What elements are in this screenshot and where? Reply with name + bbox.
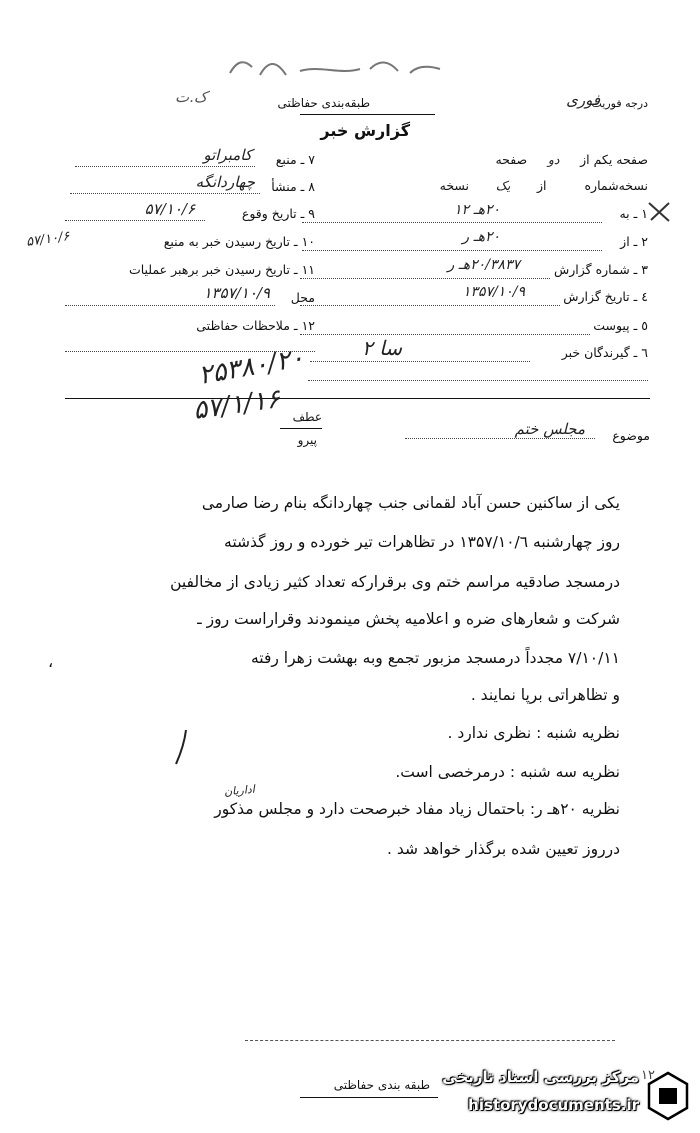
field-report-number-label: ۳ ـ شماره گزارش bbox=[553, 262, 648, 277]
stamp-scrawl: سا ۲ bbox=[362, 336, 402, 360]
opinion-line: درروز تعیین شده برگذار خواهد شد . bbox=[386, 840, 620, 858]
watermark bbox=[410, 1062, 695, 1128]
archive-logo-icon bbox=[645, 1070, 691, 1122]
classification-top: طبقه‌بندی حفاظتی bbox=[277, 96, 370, 110]
watermark-url: historydocuments.ir bbox=[468, 1096, 639, 1114]
subject-value: مجلس ختم bbox=[514, 420, 585, 438]
stamp-number-1: ۲۵۳۸۰/۲۰ bbox=[196, 342, 307, 392]
page-number: ۱۲ bbox=[641, 1068, 655, 1083]
opinion-line: نظریه ۲۰هـ ر: باحتمال زیاد مفاد خبرصحت دارد و مجلس مذکور bbox=[214, 800, 620, 818]
field-from-value: ۲۰هـ ر bbox=[462, 229, 500, 245]
field-report-date-label: ٤ ـ تاریخ گزارش bbox=[563, 289, 648, 304]
degree-value: فوری bbox=[566, 91, 600, 109]
field-copy-value: یک bbox=[495, 178, 511, 193]
field-page-suffix: صفحه bbox=[495, 152, 528, 167]
field-occurrence-date-label: ۹ ـ تاریخ وقوع bbox=[241, 206, 315, 221]
field-location-value: ۱۳۵۷/۱۰/۹ bbox=[203, 284, 270, 302]
footer-dashed-line bbox=[245, 1040, 615, 1041]
field-report-number-value: ۲۰/۳۸۳۷هـ ر bbox=[447, 257, 520, 273]
degree-label: درجه فوریت bbox=[591, 97, 648, 110]
field-copy-label: نسخه‌شماره bbox=[584, 178, 648, 193]
page-title: گزارش خبر bbox=[320, 121, 410, 140]
field-location-label: محل bbox=[290, 290, 315, 305]
x-mark-icon bbox=[645, 200, 675, 224]
pen-stroke bbox=[172, 728, 192, 768]
body-line: شرکت و شعارهای ضره و اعلامیه پخش مینمودند وقراراست روز ـ bbox=[197, 610, 620, 628]
stamp-number-2: ۵۷/۱/۱۶ bbox=[190, 384, 282, 426]
opinion-line: نظریه سه شنبه : درمرخصی است. bbox=[395, 763, 620, 781]
opinion-line: نظریه شنبه : نظری ندارد . bbox=[447, 724, 620, 742]
body-line: و تظاهراتی برپا نمایند . bbox=[470, 686, 620, 704]
field-source-label: ۷ ـ منبع bbox=[275, 152, 315, 167]
body-line: درمسجد صادقیه مراسم ختم وی برقرارکه تعداد کثیر زیادی از مخالفین bbox=[170, 573, 620, 591]
body-line: روز چهارشنبه ۱۳۵۷/۱۰/٦ در تظاهرات تیر خورده و روز گذشته bbox=[224, 533, 620, 551]
margin-comma-mark: ، bbox=[48, 652, 54, 671]
body-line: ۷/۱۰/۱۱ مجدداً درمسجد مزبور تجمع وبه بهشت زهرا رفته bbox=[250, 649, 620, 667]
field-source-value: کامبراتو bbox=[203, 146, 252, 164]
margin-note: اداریان bbox=[223, 782, 256, 799]
classification-top-underline bbox=[300, 114, 435, 115]
field-security-notes-label: ۱۲ ـ ملاحظات حفاظتی bbox=[196, 318, 315, 333]
field-to-label: ۱ ـ به bbox=[619, 206, 648, 221]
field-origin-value: چهاردانگه bbox=[195, 173, 255, 191]
field-from-label: ۲ ـ از bbox=[620, 234, 648, 249]
field-source-receipt-value: ۵۷/۱۰/۶ bbox=[25, 229, 71, 250]
header-divider bbox=[65, 398, 650, 399]
watermark-title: مرکز بررسی اسناد تاریخی bbox=[442, 1068, 639, 1086]
body-line: یکی از ساکنین حسن آباد لقمانی جنب چهاردانگه بنام رضا صارمی bbox=[201, 494, 620, 512]
field-origin-label: ۸ ـ منشأ bbox=[271, 179, 315, 194]
field-copy-suffix: نسخه bbox=[439, 178, 470, 193]
field-recipients-label: ٦ ـ گیرندگان خبر bbox=[561, 345, 648, 360]
field-occurrence-date-value: ۵۷/۱۰/۶ bbox=[144, 200, 195, 218]
top-scribble bbox=[220, 45, 460, 85]
field-copy-mid: از bbox=[537, 178, 547, 193]
field-attachment-label: ٥ ـ پیوست bbox=[593, 318, 648, 333]
field-copy bbox=[440, 178, 648, 193]
field-page-label: صفحه یکم از bbox=[580, 152, 648, 167]
field-page bbox=[495, 152, 648, 167]
top-left-scrawl: ک.ت bbox=[175, 88, 208, 106]
peyro-label: پیرو bbox=[297, 433, 317, 447]
atf-label: عطف bbox=[292, 410, 322, 424]
field-page-value: دو bbox=[547, 152, 560, 167]
classification-bottom: طبقه بندی حفاظتی bbox=[333, 1078, 430, 1092]
field-to-value: ۲۰هـ ۱۲ bbox=[453, 202, 500, 218]
field-leader-receipt-label: ۱۱ ـ تاریخ رسیدن خبر برهبر عملیات bbox=[128, 262, 315, 277]
field-report-date-value: ۱۳۵۷/۱۰/۹ bbox=[462, 284, 525, 300]
subject-label: موضوع bbox=[612, 428, 650, 443]
field-source-receipt-label: ۱۰ ـ تاریخ رسیدن خبر به منبع bbox=[163, 234, 315, 249]
